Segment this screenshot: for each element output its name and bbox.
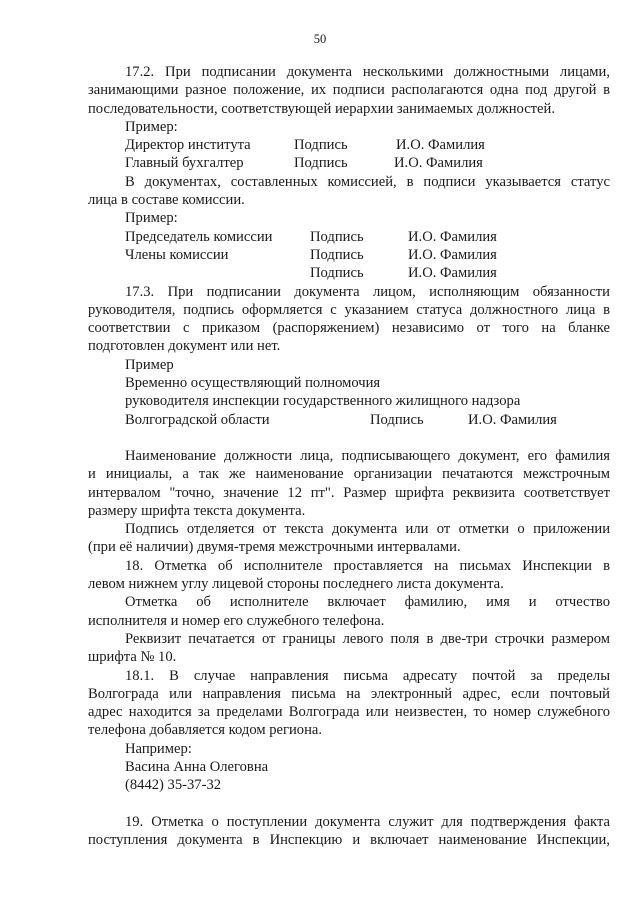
paragraph-17-3-line: руководителя, подпись оформляется с указанием статуса должностного лица в [88, 301, 610, 318]
paragraph-18-1-line: Волгограда или направления письма на электронный адрес, если почтовый [88, 685, 610, 702]
signature-name: И.О. Фамилия [394, 155, 483, 172]
example-line: Васина Анна Олеговна [125, 758, 269, 775]
paragraph-18-1-line: телефона добавляется кодом региона. [88, 722, 323, 739]
paragraph-17-3-line: соответствии с приказом (распоряжением) независимо от того на бланке [88, 320, 610, 337]
paragraph-name-line: Наименование должности лица, подписывающего документ, его фамилия [125, 447, 610, 464]
paragraph-18-1-line: 18.1. В случае направления письма адресату почтой за пределы [125, 667, 610, 684]
example-line: руководителя инспекции государственного жилищного надзора [125, 393, 521, 410]
paragraph-name-line: и инициалы, а так же наименование организации печатаются межстрочным [88, 466, 610, 483]
paragraph-name-line: интервалом "точно, значение 12 пт". Размер шрифта реквизита соответствует [88, 484, 610, 501]
signature-sign: Подпись [310, 246, 364, 263]
signature-name: И.О. Фамилия [396, 137, 485, 154]
signature-position: Члены комиссии [125, 246, 229, 263]
paragraph-18-req-line: Реквизит печатается от границы левого поля в две-три строчки размером [125, 630, 610, 647]
paragraph-18-line: левом нижнем углу лицевой стороны последнего листа документа. [88, 576, 504, 593]
signature-row [88, 228, 610, 246]
spacer [88, 429, 610, 447]
example-label: Пример: [125, 118, 178, 135]
signature-name: И.О. Фамилия [408, 246, 497, 263]
signature-row [88, 136, 610, 154]
spacer [88, 795, 610, 813]
paragraph-17-2-line: занимающими разное положение, их подписи располагаются одна под другой в [88, 82, 610, 99]
paragraph-name-line: размеру шрифта текста документа. [88, 502, 306, 519]
paragraph-sign-line: (при её наличии) двумя-тремя межстрочными интервалами. [88, 539, 461, 556]
page-number: 50 [313, 32, 327, 46]
signature-position: Председатель комиссии [125, 228, 273, 245]
signature-name: И.О. Фамилия [408, 265, 497, 282]
paragraph-18-mark-line: Отметка об исполнителе включает фамилию, имя и отчество [125, 594, 610, 611]
paragraph-19-line: 19. Отметка о поступлении документа служит для подтверждения факта [125, 813, 610, 830]
signature-position: Главный бухгалтер [125, 155, 244, 172]
signature-row [88, 246, 610, 264]
example-line: Временно осуществляющий полномочия [125, 375, 381, 392]
signature-sign: Подпись [294, 155, 348, 172]
paragraph-sign-line: Подпись отделяется от текста документа или от отметки о приложении [125, 521, 610, 538]
signature-position: Директор института [125, 137, 251, 154]
signature-name: И.О. Фамилия [468, 411, 557, 428]
signature-sign: Подпись [310, 265, 364, 282]
signature-sign: Подпись [370, 411, 424, 428]
paragraph-17-3-line: 17.3. При подписании документа лицом, исполняющим обязанности [125, 283, 610, 300]
paragraph-17-2-line: 17.2. При подписании документа несколькими должностными лицами, [125, 64, 610, 80]
commission-text-line: лица в составе комиссии. [88, 192, 245, 209]
signature-position: Волгоградской области [125, 411, 270, 428]
commission-text-line: В документах, составленных комиссией, в подписи указывается статус [125, 173, 610, 190]
paragraph-18-mark-line: исполнителя и номер его служебного телефона. [88, 612, 385, 629]
paragraph-17-3-line: подготовлен документ или нет. [88, 338, 281, 355]
paragraph-18-req-line: шрифта № 10. [88, 649, 177, 666]
signature-row [88, 411, 610, 429]
signature-sign: Подпись [294, 137, 348, 154]
paragraph-19-line: поступления документа в Инспекцию и включает наименование Инспекции, [88, 831, 610, 848]
signature-sign: Подпись [310, 228, 364, 245]
example-label: Пример [125, 356, 174, 373]
example-line: (8442) 35-37-32 [125, 777, 222, 794]
example-label: Например: [125, 740, 192, 757]
paragraph-18-line: 18. Отметка об исполнителе проставляется на письмах Инспекции в [125, 557, 610, 574]
signature-row [88, 154, 610, 172]
signature-row [88, 264, 610, 282]
paragraph-17-2-line: последовательности, соответствующей иерархии занимаемых должностей. [88, 100, 555, 117]
signature-name: И.О. Фамилия [408, 228, 497, 245]
example-label: Пример: [125, 210, 178, 227]
paragraph-18-1-line: адрес находится за пределами Волгограда или неизвестен, то номер служебного [88, 704, 610, 721]
document-body [88, 63, 610, 849]
